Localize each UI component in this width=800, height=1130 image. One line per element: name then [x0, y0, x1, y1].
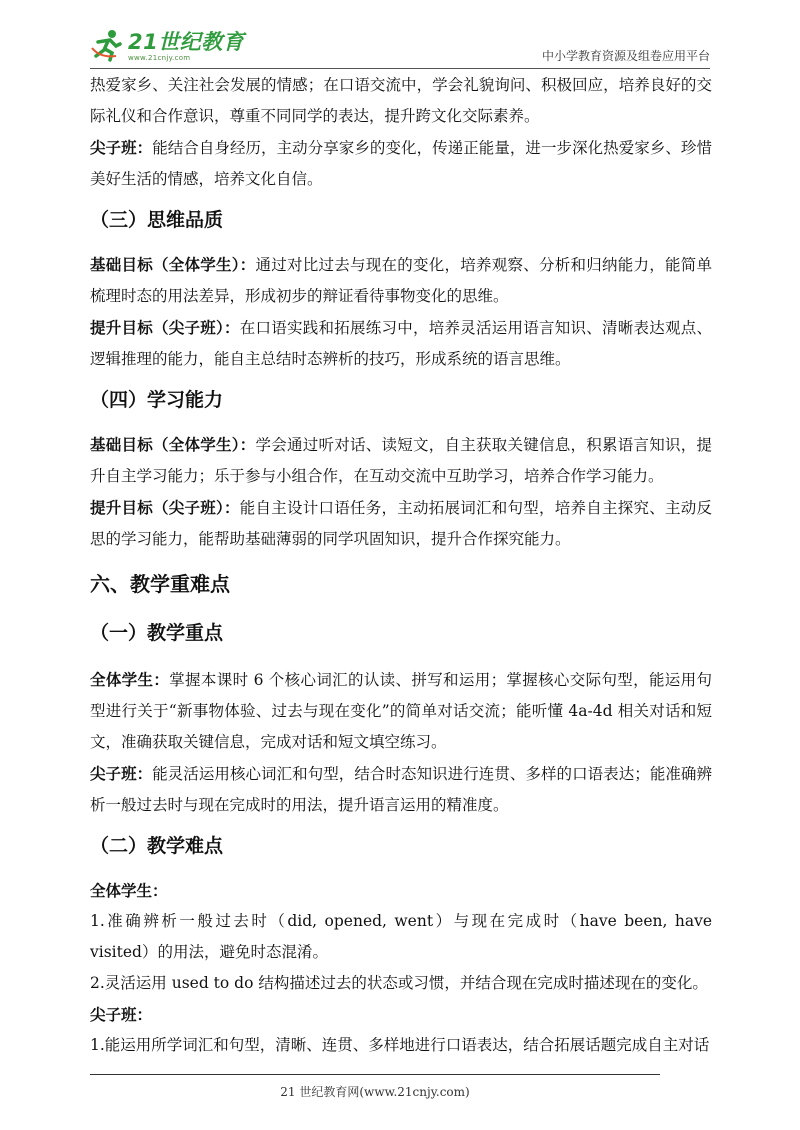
running-figure-icon	[90, 28, 124, 62]
paragraph-label: 全体学生：	[90, 881, 168, 900]
paragraph-label: 提升目标（尖子班）：	[90, 318, 240, 337]
paragraph-label: 全体学生：	[90, 670, 170, 689]
section-heading: （三）思维品质	[90, 209, 224, 231]
paragraph-text: 学会通过听对话、读短文，自主获取关键信息，积累语言知识，提升自主学习能力；乐于参与小组合作，在互动交流中互助学习，培养合作学习能力。	[90, 436, 712, 485]
paragraph-label: 尖子班：	[90, 138, 153, 157]
page-footer: 21 世纪教育网(www.21cnjy.com)	[280, 1085, 470, 1099]
paragraph	[90, 492, 712, 555]
paragraph-text: 通过对比过去与现在的变化，培养观察、分析和归纳能力，能简单梳理时态的用法差异，形成初步的辩证看待事物变化的思维。	[90, 256, 712, 305]
paragraph	[90, 429, 712, 492]
document-body	[90, 70, 712, 1061]
paragraph	[90, 312, 712, 375]
paragraph-text: 能结合自身经历，主动分享家乡的变化，传递正能量，进一步深化热爱家乡、珍惜美好生活的情感，培养文化自信。	[90, 139, 712, 188]
chapter-heading: 六、教学重难点	[90, 572, 230, 596]
paragraph: 2.灵活运用 used to do 结构描述过去的状态或习惯，并结合现在完成时描述现在的变化。	[90, 974, 708, 992]
paragraph	[90, 664, 712, 758]
logo-text: 21世纪教育	[128, 30, 245, 54]
paragraph	[90, 132, 712, 195]
paragraph	[90, 758, 712, 821]
paragraph: 1.准确辨析一般过去时（did, opened, went）与现在完成时（have been, have visited）的用法，避免时态混淆。	[90, 912, 712, 961]
paragraph-text: 能灵活运用核心词汇和句型，结合时态知识进行连贯、多样的口语表达；能准确辨析一般过去时与现在完成时的用法，提升语言运用的精准度。	[90, 765, 712, 814]
paragraph-label: 尖子班：	[90, 764, 153, 783]
paragraph-label: 基础目标（全体学生）：	[90, 435, 256, 454]
paragraph-text: 能自主设计口语任务，主动拓展词汇和句型，培养自主探究、主动反思的学习能力，能帮助基础薄弱的同学巩固知识，提升合作探究能力。	[90, 499, 712, 548]
paragraph-text: 掌握本课时 6 个核心词汇的认读、拼写和运用；掌握核心交际句型，能运用句型进行关于“新事物体验、过去与现在变化”的简单对话交流；能听懂 4a-4d 相关对话和短文，准确获取关键信息，完成对话和短文填空练习。	[90, 671, 712, 751]
paragraph-label: 提升目标（尖子班）：	[90, 498, 240, 517]
paragraph-label: 尖子班：	[90, 1005, 153, 1024]
logo-url: www.21cnjy.com	[128, 54, 191, 62]
platform-name: 中小学教育资源及组卷应用平台	[541, 49, 710, 63]
logo	[90, 28, 244, 66]
section-heading: （四）学习能力	[90, 389, 224, 411]
section-heading: （二）教学难点	[90, 835, 224, 857]
page-header	[90, 28, 710, 69]
paragraph: 热爱家乡、关注社会发展的情感；在口语交流中，学会礼貌询问、积极回应，培养良好的交际礼仪和合作意识，尊重不同同学的表达，提升跨文化交际素养。	[90, 76, 712, 125]
section-heading: （一）教学重点	[90, 622, 224, 644]
paragraph-label: 基础目标（全体学生）：	[90, 255, 256, 274]
footer-divider	[90, 1074, 660, 1075]
paragraph: 1.能运用所学词汇和句型，清晰、连贯、多样地进行口语表达，结合拓展话题完成自主对话	[90, 1036, 710, 1054]
paragraph-text: 在口语实践和拓展练习中，培养灵活运用语言知识、清晰表达观点、逻辑推理的能力，能自主总结时态辨析的技巧，形成系统的语言思维。	[90, 319, 712, 368]
paragraph	[90, 249, 712, 312]
